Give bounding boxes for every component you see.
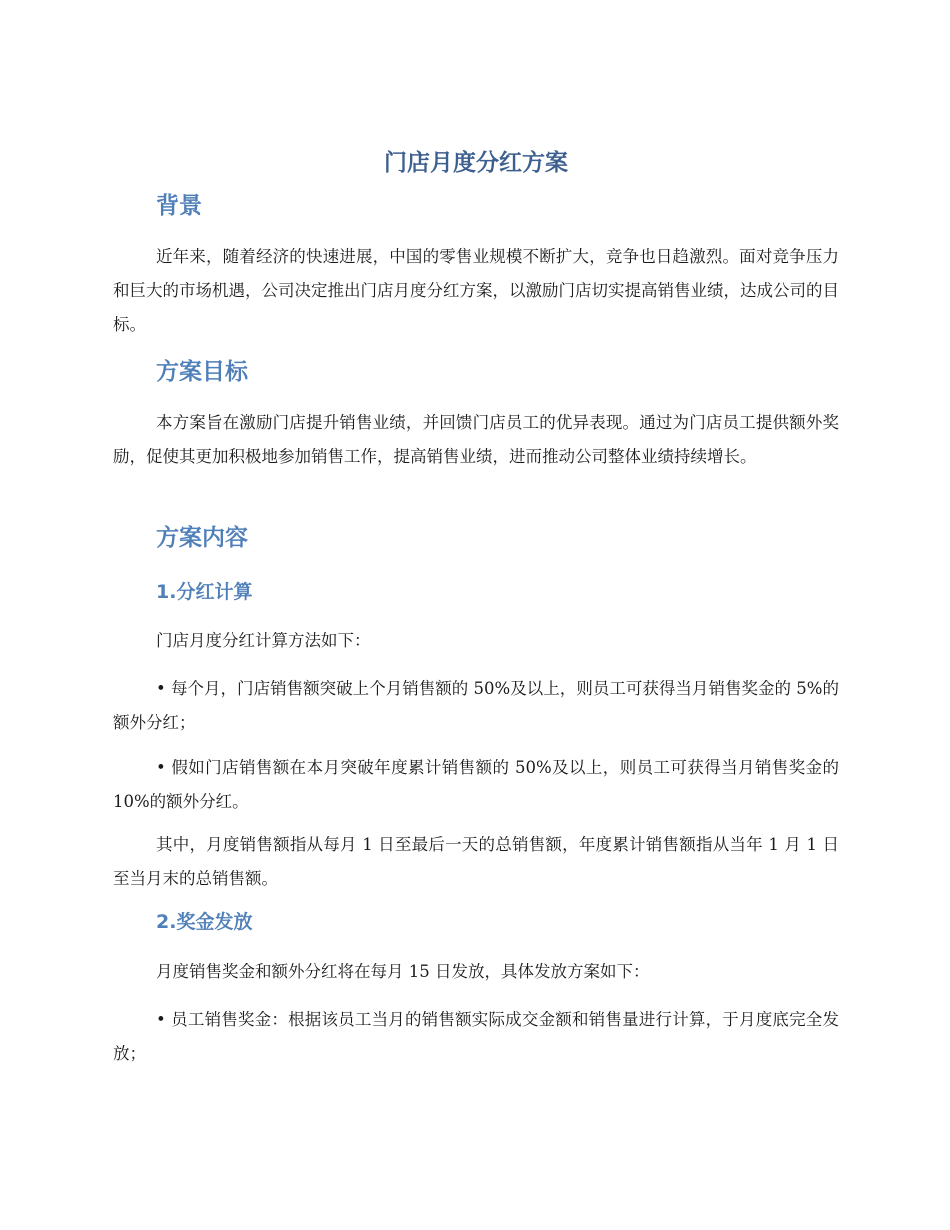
subheading-calc: 1.分红计算 [156, 581, 253, 603]
bullet-calc-1: • 每个月，门店销售额突破上个月销售额的 50%及以上，则员工可获得当月销售奖金的 5%的额外分红； [113, 679, 839, 732]
bullet-calc-2: • 假如门店销售额在本月突破年度累计销售额的 50%及以上，则员工可获得当月销售奖金的 10%的额外分红。 [113, 758, 839, 811]
bullet-payout-1: • 员工销售奖金：根据该员工当月的销售额实际成交金额和销售量进行计算，于月度底完全发放； [113, 1010, 839, 1063]
paragraph-calc-intro: 门店月度分红计算方法如下： [156, 631, 371, 650]
subheading-payout: 2.奖金发放 [156, 911, 253, 933]
paragraph-goal: 本方案旨在激励门店提升销售业绩，并回馈门店员工的优异表现。通过为门店员工提供额外奖励，促使其更加积极地参加销售工作，提高销售业绩，进而推动公司整体业绩持续增长。 [113, 413, 839, 466]
paragraph-background: 近年来，随着经济的快速进展，中国的零售业规模不断扩大，竞争也日趋激烈。面对竞争压力和巨大的市场机遇，公司决定推出门店月度分红方案，以激励门店切实提高销售业绩，达成公司的目标。 [113, 247, 839, 334]
paragraph-calc-note: 其中，月度销售额指从每月 1 日至最后一天的总销售额，年度累计销售额指从当年 1 月 1 日至当月末的总销售额。 [113, 835, 839, 888]
heading-goal: 方案目标 [156, 359, 248, 385]
heading-content: 方案内容 [156, 525, 248, 551]
paragraph-payout-intro: 月度销售奖金和额外分红将在每月 15 日发放，具体发放方案如下： [156, 962, 650, 981]
document-title: 门店月度分红方案 [384, 150, 568, 176]
heading-background: 背景 [156, 193, 202, 219]
